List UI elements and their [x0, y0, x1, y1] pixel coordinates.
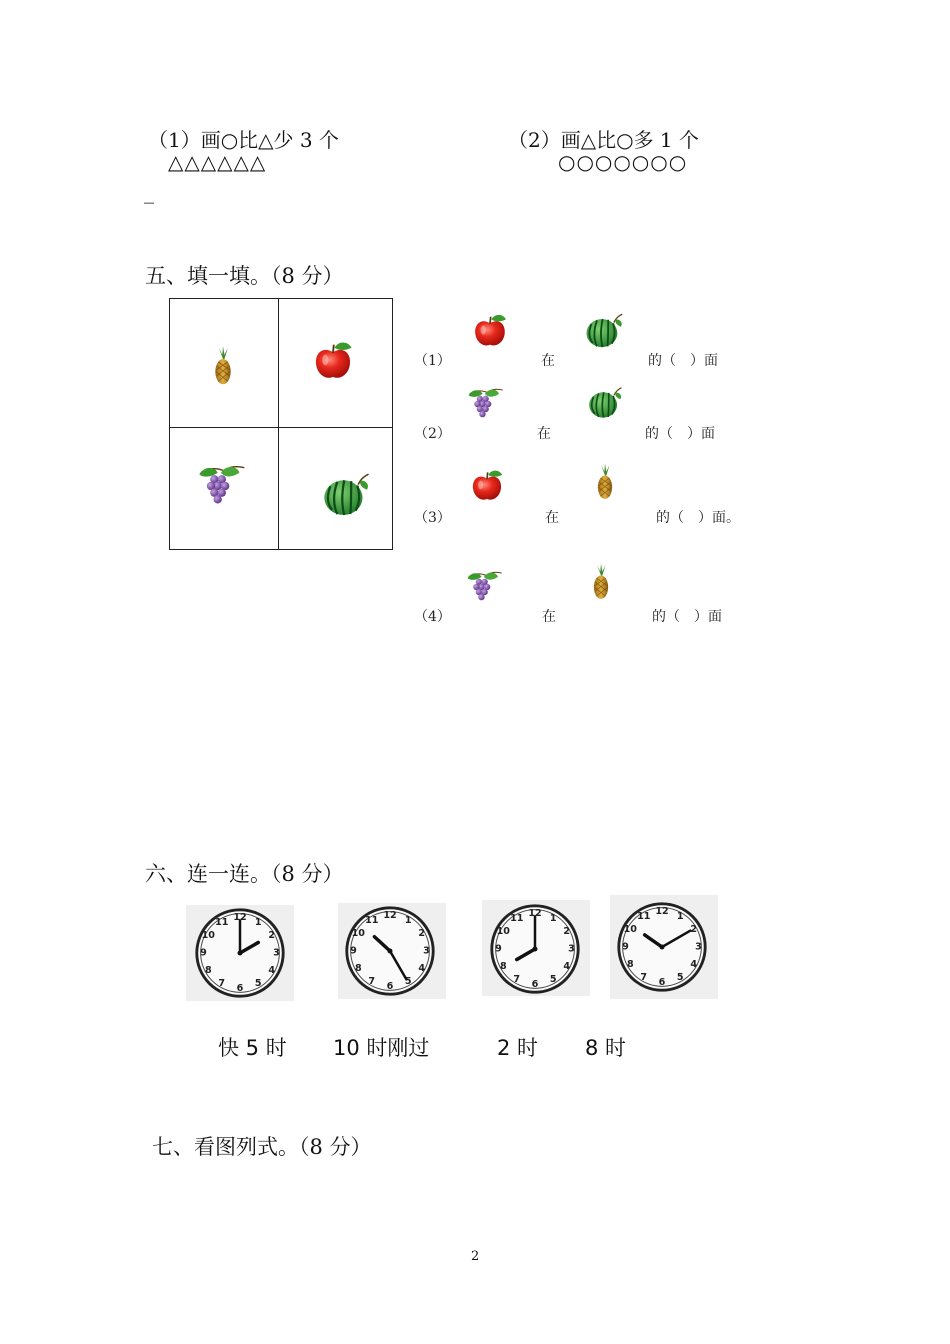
item-zai: 在	[545, 510, 559, 526]
clock-2[interactable]	[338, 903, 446, 999]
watermelon-icon	[318, 469, 374, 521]
pineapple-icon	[592, 460, 618, 504]
item-blank[interactable]: 的（ ）面	[648, 353, 718, 369]
item-zai: 在	[542, 609, 556, 625]
clock-3[interactable]	[482, 900, 590, 996]
clock-4[interactable]	[610, 895, 718, 999]
clock-center	[238, 951, 243, 956]
time-label[interactable]: 8 时	[585, 1036, 627, 1060]
time-label[interactable]: 2 时	[497, 1036, 539, 1060]
item-number: （1）	[414, 353, 451, 369]
item-blank[interactable]: 的（ ）面。	[656, 510, 740, 526]
q2-prompt: （2）画△比○多 1 个	[508, 128, 699, 152]
section5-heading: 五、填一填。（8 分）	[145, 264, 344, 288]
q1-triangles: △△△△△△	[168, 150, 267, 174]
pineapple-icon	[209, 339, 237, 393]
item-blank[interactable]: 的（ ）面	[645, 426, 715, 442]
item-number: （4）	[414, 609, 451, 625]
q1-prompt: （1）画○比△少 3 个	[148, 128, 339, 152]
item-number: （3）	[414, 510, 451, 526]
apple-icon	[468, 466, 506, 504]
apple-icon	[310, 337, 356, 383]
answer-underscore[interactable]: _	[144, 180, 154, 204]
clock-center	[388, 949, 393, 954]
grapes-icon	[192, 461, 250, 511]
grapes-icon	[463, 568, 505, 606]
q2-circles: ○○○○○○○	[558, 150, 688, 174]
time-label[interactable]: 10 时刚过	[333, 1036, 430, 1060]
item-blank[interactable]: 的（ ）面	[652, 609, 722, 625]
apple-icon	[470, 310, 510, 350]
item-number: （2）	[414, 426, 451, 442]
grapes-icon	[464, 385, 506, 423]
fruit-grid	[169, 298, 393, 550]
page-number: 2	[471, 1249, 480, 1264]
watermelon-icon	[585, 384, 625, 422]
clock-center	[533, 947, 538, 952]
time-label[interactable]: 快 5 时	[218, 1036, 287, 1060]
watermelon-icon	[582, 310, 626, 352]
clock-1[interactable]	[186, 905, 294, 1001]
section6-heading: 六、连一连。（8 分）	[145, 862, 344, 886]
item-zai: 在	[541, 353, 555, 369]
clock-center	[660, 945, 665, 950]
section7-heading: 七、看图列式。（8 分）	[152, 1135, 372, 1159]
pineapple-icon	[588, 560, 614, 604]
item-zai: 在	[537, 426, 551, 442]
